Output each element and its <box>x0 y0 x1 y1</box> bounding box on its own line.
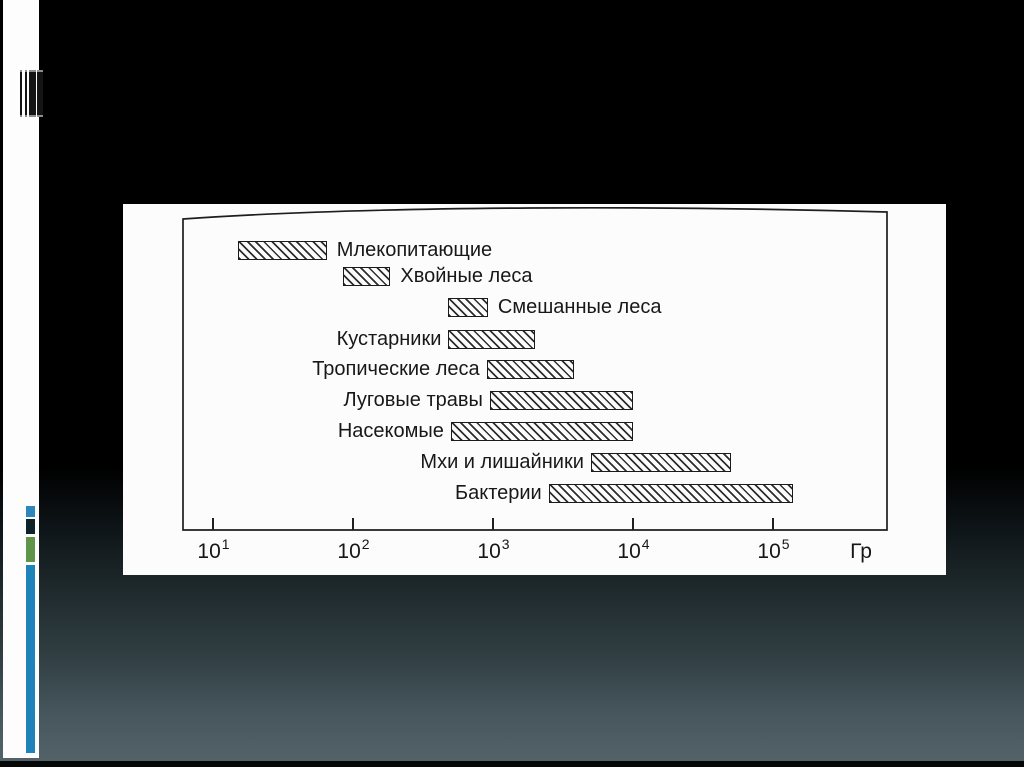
axis-tick-label <box>463 537 523 564</box>
bar <box>448 330 535 349</box>
bar <box>451 422 633 441</box>
tick-exponent: 4 <box>641 536 650 552</box>
tick-base: 10 <box>477 540 501 563</box>
axis-tick-label <box>183 537 243 564</box>
bar <box>487 360 575 379</box>
bar-label: Насекомые <box>337 420 444 442</box>
axis-tick-label <box>323 537 383 564</box>
bar <box>549 484 794 503</box>
tick-exponent: 5 <box>781 536 790 552</box>
tick-exponent: 1 <box>221 536 230 552</box>
barcode-icon <box>20 70 43 117</box>
marker-dark-navy <box>26 519 35 534</box>
axis-tick-label <box>743 537 803 564</box>
axis-tick-label <box>603 537 663 564</box>
bar-label: Тропические леса <box>312 358 480 380</box>
tick-exponent: 3 <box>501 536 510 552</box>
bar-label: Смешанные леса <box>497 296 662 318</box>
axis-unit-label: Гр <box>850 540 872 563</box>
bar-label: Хвойные леса <box>400 265 533 287</box>
marker-tall-blue <box>26 565 35 753</box>
chart-image <box>123 204 946 575</box>
tick-base: 10 <box>757 540 781 563</box>
marker-green <box>26 537 35 562</box>
bar <box>238 241 327 260</box>
marker-small-blue <box>26 506 35 517</box>
bar-label: Кустарники <box>336 328 442 350</box>
bar <box>591 453 731 472</box>
left-filmstrip <box>3 0 39 758</box>
tick-exponent: 2 <box>361 536 370 552</box>
barcode-bar <box>29 70 36 117</box>
axis-tick <box>772 518 774 530</box>
axis-tick <box>212 518 214 530</box>
barcode-bar <box>37 70 43 117</box>
barcode-bar <box>20 70 22 117</box>
axis-tick <box>352 518 354 530</box>
bar <box>448 298 488 317</box>
axis-tick <box>492 518 494 530</box>
tick-base: 10 <box>197 540 221 563</box>
bar-label: Бактерии <box>454 482 542 504</box>
bar <box>343 267 390 286</box>
barcode-bar <box>25 70 27 117</box>
bottom-edge-band <box>0 761 1024 767</box>
tick-base: 10 <box>337 540 361 563</box>
bar-label: Луговые травы <box>343 389 483 411</box>
bar-label: Млекопитающие <box>336 239 493 261</box>
bar-label: Мхи и лишайники <box>420 451 584 473</box>
axis-tick <box>632 518 634 530</box>
tick-base: 10 <box>617 540 641 563</box>
bar <box>490 391 633 410</box>
